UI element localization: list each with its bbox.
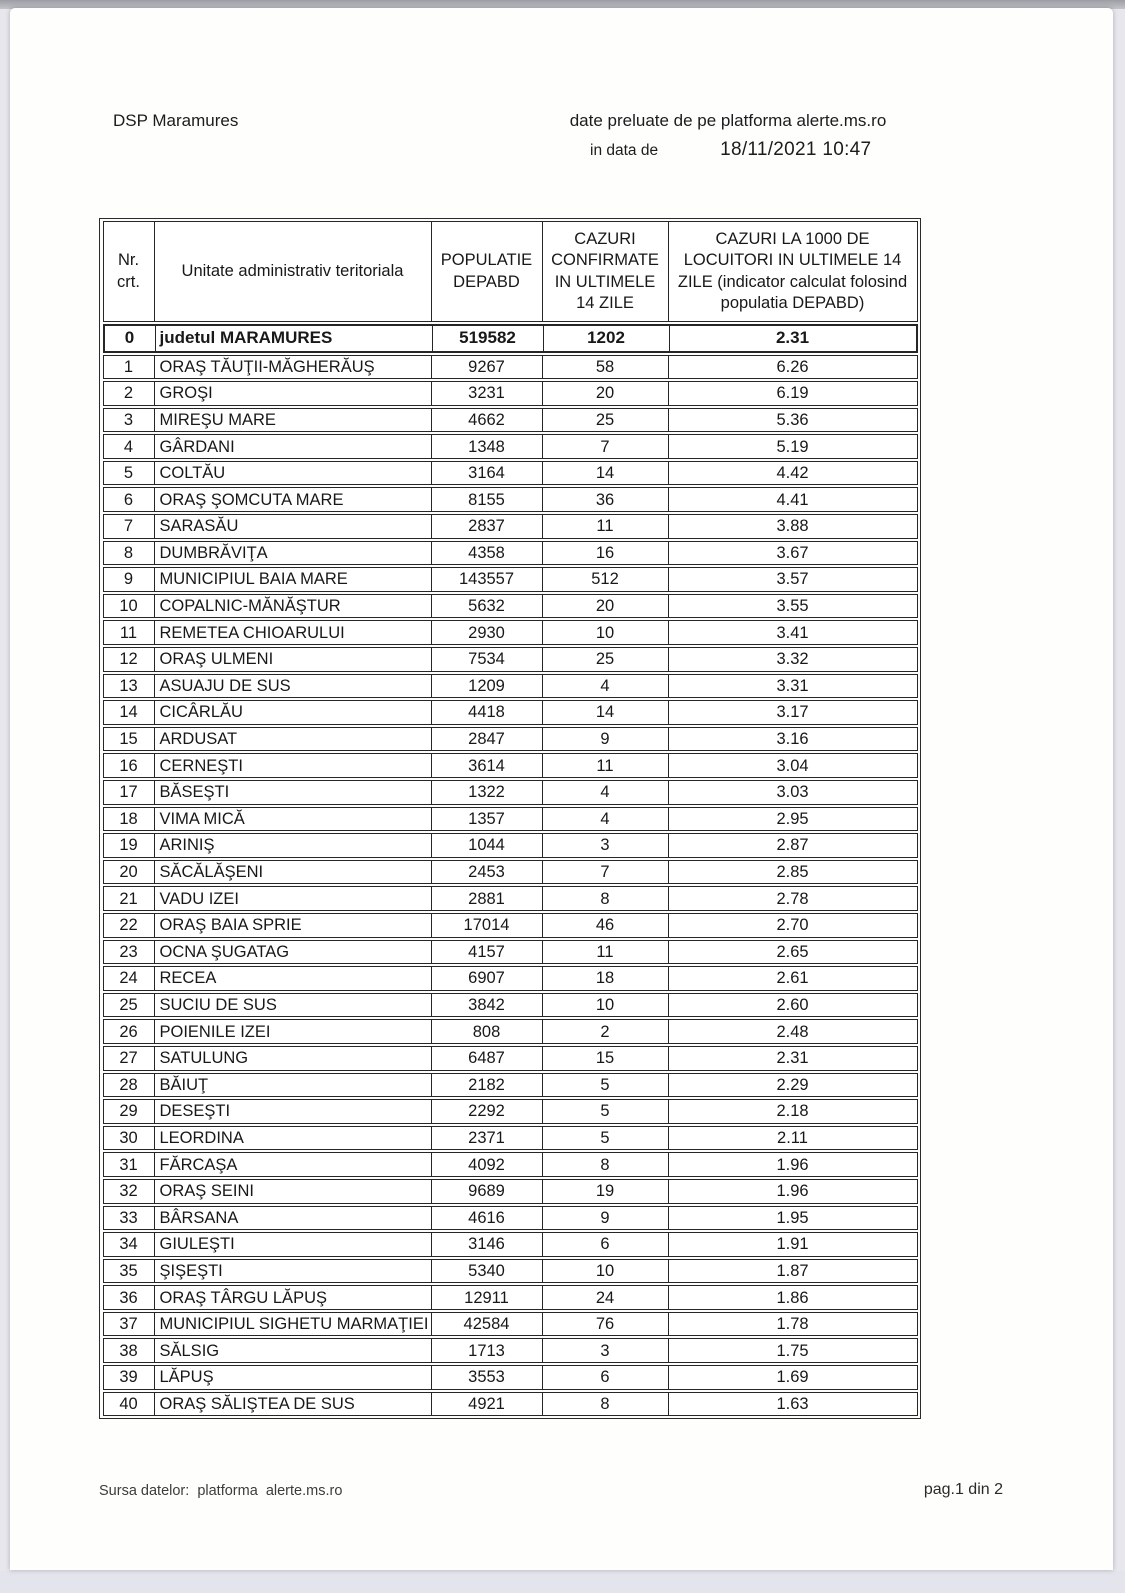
table-cell: SATULUNG	[155, 1047, 432, 1070]
table-row	[103, 1099, 918, 1124]
table-cell: 9689	[432, 1180, 543, 1203]
table-cell: 33	[104, 1207, 155, 1230]
table-cell: 2.85	[776, 863, 809, 881]
header-cell-populatie: POPULATIE DEPABD	[432, 222, 543, 321]
table-cell: 1.95	[776, 1208, 809, 1227]
table-cell: ORAŞ BAIA SPRIE	[155, 914, 432, 937]
table-cell: 3553	[432, 1366, 543, 1389]
table-cell: 2837	[432, 515, 543, 538]
table-cell: 11	[543, 754, 669, 777]
table-row	[103, 1392, 918, 1417]
table-cell: DUMBRĂVIŢA	[155, 542, 432, 565]
document-page	[10, 8, 1113, 1570]
table-cell: 2.31	[776, 1049, 809, 1068]
table-cell: 7534	[432, 648, 543, 671]
table-cell: 58	[543, 356, 669, 379]
table-row	[103, 1232, 918, 1257]
table-row	[103, 541, 918, 566]
table-row	[103, 1152, 918, 1177]
table-cell: VADU IZEI	[155, 887, 432, 910]
table-cell: 808	[432, 1020, 543, 1043]
table-cell: 1.86	[776, 1288, 809, 1307]
table-row	[103, 727, 918, 752]
table-row	[103, 674, 918, 699]
table-cell: 3842	[432, 994, 543, 1017]
table-header-row	[103, 221, 918, 322]
table-cell: 6	[543, 1233, 669, 1256]
table-cell: 42584	[432, 1313, 543, 1336]
table-cell: 5.36	[776, 410, 809, 429]
table-cell: 2930	[432, 621, 543, 644]
table-cell: 7	[543, 861, 669, 884]
table-cell: 18	[543, 967, 669, 990]
table-cell: 25	[543, 648, 669, 671]
viewer-bottom-strip	[0, 1571, 1125, 1593]
table-cell: ORAŞ SĂLIŞTEA DE SUS	[155, 1393, 432, 1416]
table-cell: 1.75	[776, 1341, 809, 1360]
table-cell: ARINIŞ	[155, 834, 432, 857]
table-row	[103, 408, 918, 433]
table-cell: 12911	[432, 1286, 543, 1309]
table-cell: 21	[104, 887, 155, 910]
table-cell: 20	[104, 861, 155, 884]
table-cell: 6487	[432, 1047, 543, 1070]
header-cell-cazuri: CAZURI CONFIRMATE IN ULTIMELE 14 ZILE	[543, 222, 669, 321]
table-cell: 11	[543, 941, 669, 964]
table-row	[103, 514, 918, 539]
table-cell: 3.04	[776, 756, 809, 775]
table-cell: 9	[104, 568, 155, 591]
table-cell: 3.03	[776, 783, 809, 802]
table-cell: SĂCĂLĂŞENI	[155, 861, 432, 884]
table-cell: CICÂRLĂU	[155, 701, 432, 724]
table-cell: 28	[104, 1074, 155, 1097]
table-cell: 2182	[432, 1074, 543, 1097]
table-cell: 4	[543, 808, 669, 831]
table-row	[103, 860, 918, 885]
table-row	[103, 966, 918, 991]
table-cell: 2.78	[776, 889, 809, 908]
table-cell: 6	[104, 488, 155, 511]
table-cell: 2	[543, 1020, 669, 1043]
table-cell: 3614	[432, 754, 543, 777]
table-row	[103, 833, 918, 858]
table-cell: COPALNIC-MĂNĂŞTUR	[155, 595, 432, 618]
table-row	[103, 1179, 918, 1204]
table-cell: 2	[104, 382, 155, 405]
table-cell: 2.18	[776, 1102, 809, 1121]
table-cell: 1713	[432, 1339, 543, 1362]
table-cell: 10	[543, 621, 669, 644]
table-cell: 46	[543, 914, 669, 937]
table-cell: 34	[104, 1233, 155, 1256]
table-cell: 6.26	[776, 357, 809, 376]
table-cell: ORAŞ ULMENI	[155, 648, 432, 671]
table-cell: 10	[104, 595, 155, 618]
table-cell: 9	[543, 728, 669, 751]
table-row	[103, 620, 918, 645]
table-cell: MUNICIPIUL BAIA MARE	[155, 568, 432, 591]
table-cell: 2453	[432, 861, 543, 884]
table-cell: 3	[543, 1339, 669, 1362]
table-cell: 2.95	[776, 809, 809, 828]
table-cell: 2847	[432, 728, 543, 751]
table-cell: 4921	[432, 1393, 543, 1416]
table-cell: 143557	[432, 568, 543, 591]
table-cell: BĂIUŢ	[155, 1074, 432, 1097]
table-row	[103, 993, 918, 1018]
table-cell: ARDUSAT	[155, 728, 432, 751]
table-cell: 26	[104, 1020, 155, 1043]
table-row	[103, 886, 918, 911]
footer-source: Sursa datelor: platforma alerte.ms.ro	[99, 1483, 343, 1499]
table-cell: 5340	[432, 1260, 543, 1283]
table-cell: REMETEA CHIOARULUI	[155, 621, 432, 644]
table-row	[103, 1338, 918, 1363]
date-label: in data de	[590, 142, 659, 159]
table-cell: 8	[104, 542, 155, 565]
table-cell: 1	[104, 356, 155, 379]
table-cell: LEORDINA	[155, 1127, 432, 1150]
table-cell: 3.16	[776, 730, 809, 749]
table-cell: 38	[104, 1339, 155, 1362]
table-row	[103, 1312, 918, 1337]
table-cell: 9	[543, 1207, 669, 1230]
table-row	[103, 913, 918, 938]
table-cell: 20	[543, 595, 669, 618]
table-cell: judetul MARAMURES	[156, 326, 433, 351]
table-cell: SARASĂU	[155, 515, 432, 538]
table-cell: 8	[543, 1153, 669, 1176]
table-cell: 4.42	[776, 464, 809, 483]
org-name: DSP Maramures	[113, 111, 239, 130]
table-cell: 15	[104, 728, 155, 751]
table-cell: 2.65	[776, 942, 809, 961]
table-cell: 2.11	[777, 1128, 808, 1147]
table-row	[103, 381, 918, 406]
table-row	[103, 1365, 918, 1390]
table-cell: 36	[543, 488, 669, 511]
table-cell: 76	[543, 1313, 669, 1336]
table-cell: 3146	[432, 1233, 543, 1256]
table-cell: ORAŞ SEINI	[155, 1180, 432, 1203]
table-cell: 1209	[432, 675, 543, 698]
table-cell: 3231	[432, 382, 543, 405]
table-cell: 1.63	[776, 1394, 809, 1413]
table-cell: 2881	[432, 887, 543, 910]
table-cell: 31	[104, 1153, 155, 1176]
table-cell: 4	[543, 675, 669, 698]
table-cell: 11	[543, 515, 669, 538]
table-cell: ORAŞ ŞOMCUTA MARE	[155, 488, 432, 511]
table-cell: 23	[104, 941, 155, 964]
table-cell: 14	[104, 701, 155, 724]
table-cell: GÂRDANI	[155, 435, 432, 458]
table-cell: 3.31	[776, 676, 809, 695]
table-cell: 3.57	[776, 570, 809, 589]
table-cell: MIREŞU MARE	[155, 409, 432, 432]
table-cell: 1202	[544, 326, 670, 351]
table-row	[103, 807, 918, 832]
table-cell: 19	[104, 834, 155, 857]
table-row	[103, 700, 918, 725]
table-cell: MUNICIPIUL SIGHETU MARMAŢIEI	[155, 1313, 432, 1336]
table-cell: COLTĂU	[155, 462, 432, 485]
table-cell: 512	[543, 568, 669, 591]
table-cell: 3.88	[776, 517, 809, 536]
table-cell: ORAŞ TÂRGU LĂPUŞ	[155, 1286, 432, 1309]
table-row	[103, 1073, 918, 1098]
table-cell: 24	[543, 1286, 669, 1309]
table-row	[103, 753, 918, 778]
table-cell: 16	[104, 754, 155, 777]
table-cell: SUCIU DE SUS	[155, 994, 432, 1017]
table-cell: 12	[104, 648, 155, 671]
table-cell: 27	[104, 1047, 155, 1070]
table-cell: 3.32	[776, 650, 809, 669]
table-cell: 14	[543, 462, 669, 485]
table-cell: 2.70	[776, 916, 809, 935]
table-cell: 13	[104, 675, 155, 698]
table-cell: 5	[543, 1074, 669, 1097]
table-cell: 4418	[432, 701, 543, 724]
table-cell: FĂRCAŞA	[155, 1153, 432, 1176]
table-row	[103, 780, 918, 805]
table-cell: 8	[543, 887, 669, 910]
table-cell: 25	[543, 409, 669, 432]
table-cell: 1044	[432, 834, 543, 857]
table-cell: 2.29	[776, 1075, 809, 1094]
table-cell: 32	[104, 1180, 155, 1203]
table-cell: 1.78	[776, 1315, 809, 1334]
table-cell: 4616	[432, 1207, 543, 1230]
table-cell: ŞIŞEŞTI	[155, 1260, 432, 1283]
table-cell: SĂLSIG	[155, 1339, 432, 1362]
table-cell: 3.41	[776, 623, 809, 642]
table-cell: 2.87	[776, 836, 809, 855]
table-cell: BĂSEŞTI	[155, 781, 432, 804]
table-cell: 4662	[432, 409, 543, 432]
table-cell: 6907	[432, 967, 543, 990]
header-cell-nr: Nr. crt.	[104, 222, 155, 321]
table-cell: 37	[104, 1313, 155, 1336]
table-cell: 5	[104, 462, 155, 485]
table-cell: 3164	[432, 462, 543, 485]
date-row	[538, 139, 918, 161]
table-cell: 519582	[433, 326, 544, 351]
table-cell: 5632	[432, 595, 543, 618]
source-note: date preluate de pe platforma alerte.ms.ro	[569, 111, 887, 130]
table-cell: 8	[543, 1393, 669, 1416]
table-cell: 4	[104, 435, 155, 458]
table-cell: 6.19	[776, 384, 809, 403]
table-cell: 16	[543, 542, 669, 565]
table-row	[103, 647, 918, 672]
table-cell: 4092	[432, 1153, 543, 1176]
table-cell: 4358	[432, 542, 543, 565]
table-cell: 22	[104, 914, 155, 937]
table-cell: 1.69	[776, 1368, 809, 1387]
table-cell: 7	[104, 515, 155, 538]
table-body	[103, 324, 918, 1416]
table-cell: 17	[104, 781, 155, 804]
table-cell: 3.67	[776, 543, 809, 562]
table-row	[103, 940, 918, 965]
table-row	[103, 1046, 918, 1071]
table-cell: 36	[104, 1286, 155, 1309]
table-cell: 2292	[432, 1100, 543, 1123]
table-cell: VIMA MICĂ	[155, 808, 432, 831]
table-cell: 1.87	[776, 1261, 809, 1280]
table-cell: 1348	[432, 435, 543, 458]
table-cell: 4.41	[776, 490, 809, 509]
table-cell: GROŞI	[155, 382, 432, 405]
date-value: 18/11/2021 10:47	[720, 139, 872, 160]
table-cell: 15	[543, 1047, 669, 1070]
footer-page-number: pag.1 din 2	[923, 1481, 1003, 1498]
table-cell: 9267	[432, 356, 543, 379]
table-cell: 10	[543, 1260, 669, 1283]
table-cell: 3.17	[776, 703, 809, 722]
table-cell: 6	[543, 1366, 669, 1389]
table-cell: 4	[543, 781, 669, 804]
data-table	[99, 218, 921, 1419]
table-summary-row	[103, 324, 918, 353]
table-row	[103, 355, 918, 380]
table-cell: 39	[104, 1366, 155, 1389]
table-cell: 24	[104, 967, 155, 990]
table-cell: 2.31	[775, 327, 810, 347]
table-cell: 17014	[432, 914, 543, 937]
table-cell: 1322	[432, 781, 543, 804]
table-cell: RECEA	[155, 967, 432, 990]
table-cell: 14	[543, 701, 669, 724]
table-cell: 35	[104, 1260, 155, 1283]
table-row	[103, 567, 918, 592]
table-row	[103, 594, 918, 619]
table-cell: 29	[104, 1100, 155, 1123]
header-cell-rata: CAZURI LA 1000 DE LOCUITORI IN ULTIMELE 14 ZILE (indicator calculat folosind populatia DEPABD)	[677, 229, 908, 312]
table-cell: 0	[105, 326, 156, 351]
table-cell: 5	[543, 1127, 669, 1150]
table-cell: GIULEŞTI	[155, 1233, 432, 1256]
header-cell-unitate: Unitate administrativ teritoriala	[155, 222, 432, 321]
table-row	[103, 434, 918, 459]
table-cell: 18	[104, 808, 155, 831]
table-cell: 7	[543, 435, 669, 458]
table-cell: 2.60	[776, 995, 809, 1014]
table-cell: 1357	[432, 808, 543, 831]
table-row	[103, 1285, 918, 1310]
table-cell: 5	[543, 1100, 669, 1123]
table-cell: CERNEŞTI	[155, 754, 432, 777]
table-cell: 1.96	[776, 1155, 809, 1174]
table-row	[103, 1206, 918, 1231]
table-cell: 40	[104, 1393, 155, 1416]
table-cell: POIENILE IZEI	[155, 1020, 432, 1043]
table-row	[103, 487, 918, 512]
table-cell: 2.48	[776, 1022, 809, 1041]
table-cell: 30	[104, 1127, 155, 1150]
table-cell: ORAŞ TĂUŢII-MĂGHERĂUŞ	[155, 356, 432, 379]
table-cell: 4157	[432, 941, 543, 964]
table-cell: 11	[104, 621, 155, 644]
table-cell: 3	[104, 409, 155, 432]
table-cell: 8155	[432, 488, 543, 511]
table-cell: 1.91	[776, 1235, 809, 1254]
table-cell: LĂPUŞ	[155, 1366, 432, 1389]
table-cell: 3.55	[776, 597, 809, 616]
table-row	[103, 1126, 918, 1151]
table-cell: 25	[104, 994, 155, 1017]
table-cell: 3	[543, 834, 669, 857]
table-row	[103, 1259, 918, 1284]
table-cell: ASUAJU DE SUS	[155, 675, 432, 698]
table-cell: DESEŞTI	[155, 1100, 432, 1123]
table-cell: 19	[543, 1180, 669, 1203]
table-cell: BÂRSANA	[155, 1207, 432, 1230]
table-cell: OCNA ŞUGATAG	[155, 941, 432, 964]
table-cell: 2371	[432, 1127, 543, 1150]
table-row	[103, 461, 918, 486]
table-cell: 1.96	[776, 1182, 809, 1201]
table-cell: 20	[543, 382, 669, 405]
table-row	[103, 1019, 918, 1044]
table-cell: 2.61	[776, 969, 809, 988]
table-cell: 5.19	[776, 437, 809, 456]
table-cell: 10	[543, 994, 669, 1017]
